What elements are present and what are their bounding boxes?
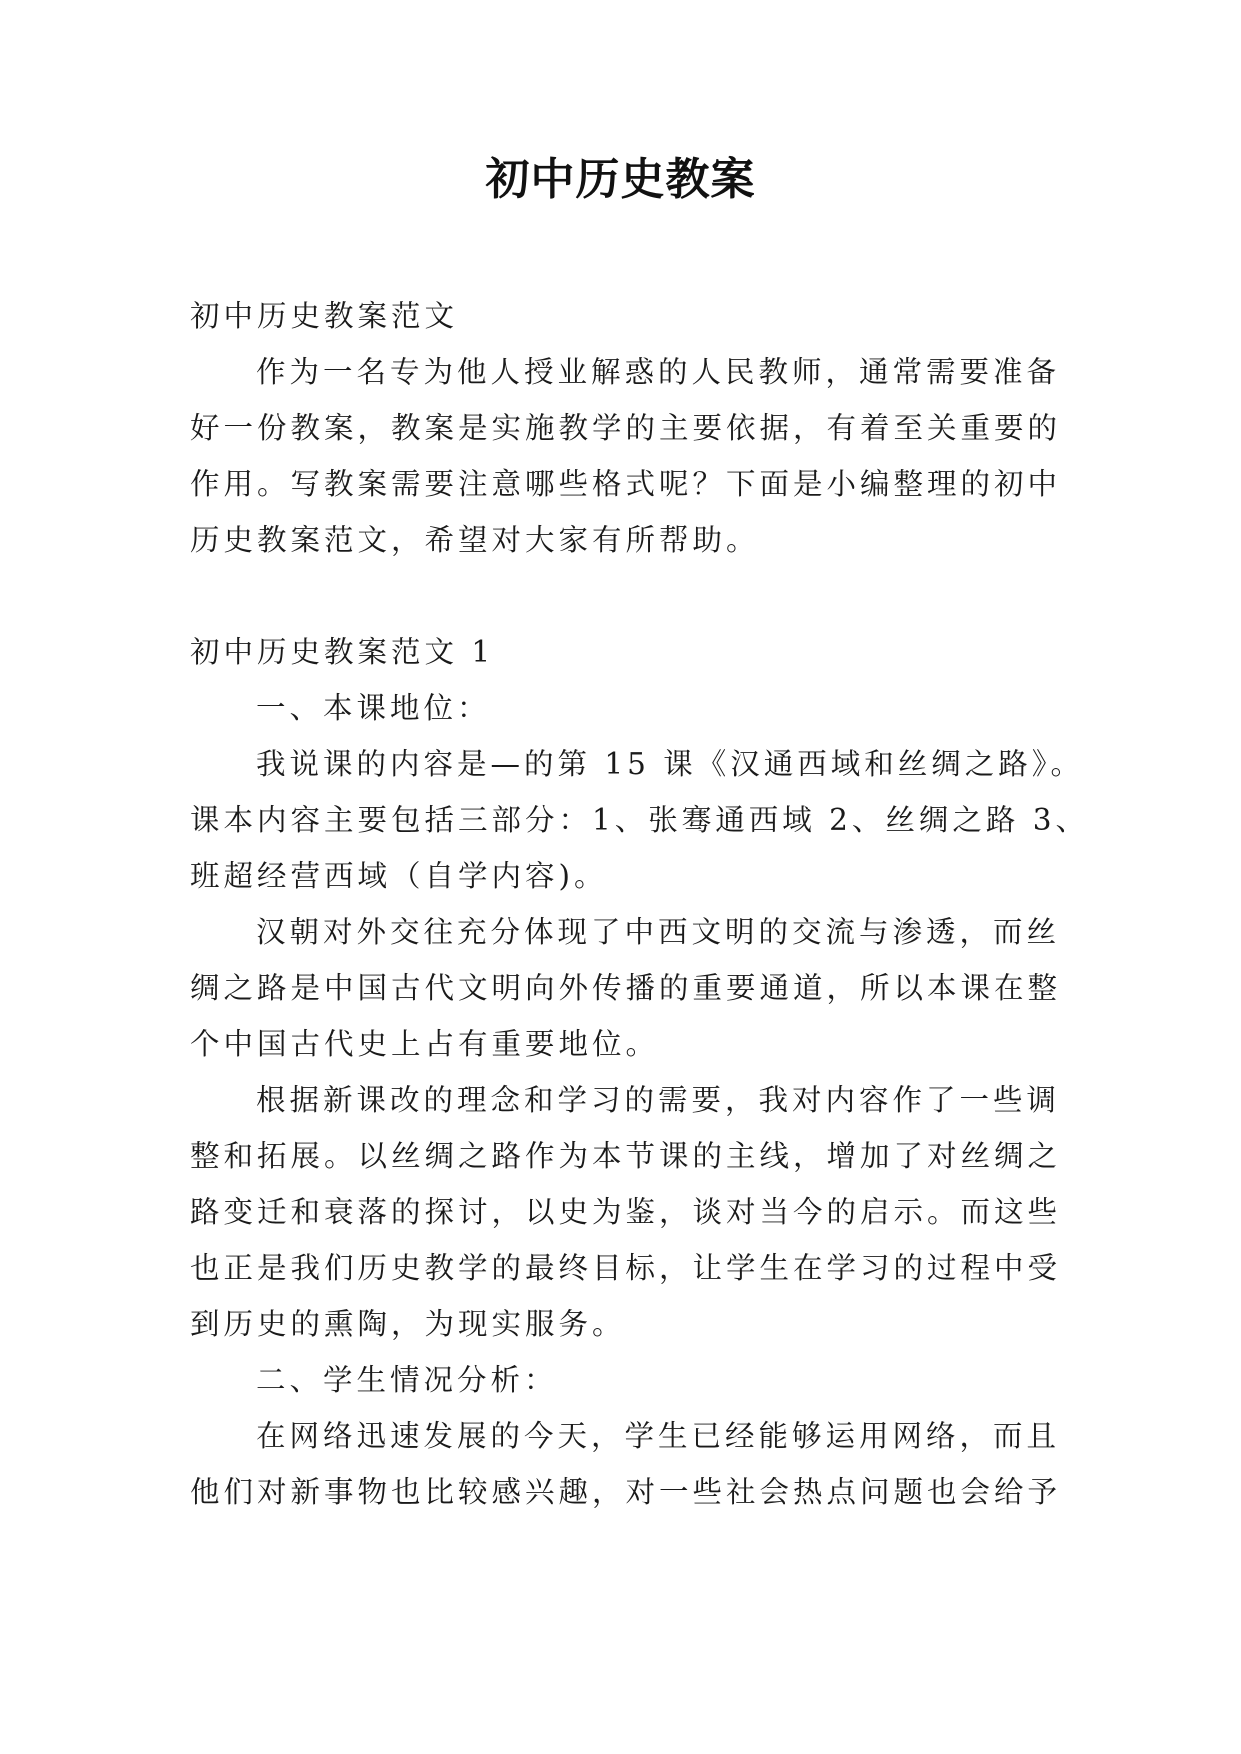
subsection-heading: 二、学生情况分析：	[256, 1363, 558, 1397]
section-heading: 初中历史教案范文	[190, 299, 459, 333]
document-body	[190, 288, 1090, 1520]
paragraph-line: 作为一名专为他人授业解惑的人民教师，通常需要准备	[256, 355, 1061, 389]
paragraph-line: 汉朝对外交往充分体现了中西文明的交流与渗透，而丝	[256, 915, 1061, 949]
paragraph-line: 作用。写教案需要注意哪些格式呢？下面是小编整理的初中	[190, 467, 1062, 501]
paragraph-line: 根据新课改的理念和学习的需要，我对内容作了一些调	[256, 1083, 1061, 1117]
paragraph-line: 课本内容主要包括三部分：1、张骞通西域 2、丝绸之路 3、	[190, 803, 1090, 837]
paragraph-line: 整和拓展。以丝绸之路作为本节课的主线，增加了对丝绸之	[190, 1139, 1062, 1173]
paragraph-line: 班超经营西域（自学内容)。	[190, 859, 608, 893]
paragraph-line: 好一份教案，教案是实施教学的主要依据，有着至关重要的	[190, 411, 1062, 445]
paragraph-line: 历史教案范文，希望对大家有所帮助。	[190, 523, 760, 557]
paragraph-line: 我说课的内容是—的第 15 课《汉通西域和丝绸之路》。	[256, 747, 1085, 781]
paragraph-line: 到历史的熏陶，为现实服务。	[190, 1307, 626, 1341]
paragraph-line: 他们对新事物也比较感兴趣，对一些社会热点问题也会给予	[190, 1475, 1062, 1509]
paragraph-line: 也正是我们历史教学的最终目标，让学生在学习的过程中受	[190, 1251, 1062, 1285]
paragraph-line: 路变迁和衰落的探讨，以史为鉴，谈对当今的启示。而这些	[190, 1195, 1062, 1229]
document-title: 初中历史教案	[485, 154, 756, 205]
section-heading: 初中历史教案范文 1	[190, 635, 495, 669]
subsection-heading: 一、本课地位：	[256, 691, 491, 725]
paragraph-line: 在网络迅速发展的今天，学生已经能够运用网络，而且	[256, 1419, 1061, 1453]
paragraph-line: 个中国古代史上占有重要地位。	[190, 1027, 660, 1061]
paragraph-line: 绸之路是中国古代文明向外传播的重要通道，所以本课在整	[190, 971, 1062, 1005]
paragraph-spacer	[190, 568, 1065, 624]
